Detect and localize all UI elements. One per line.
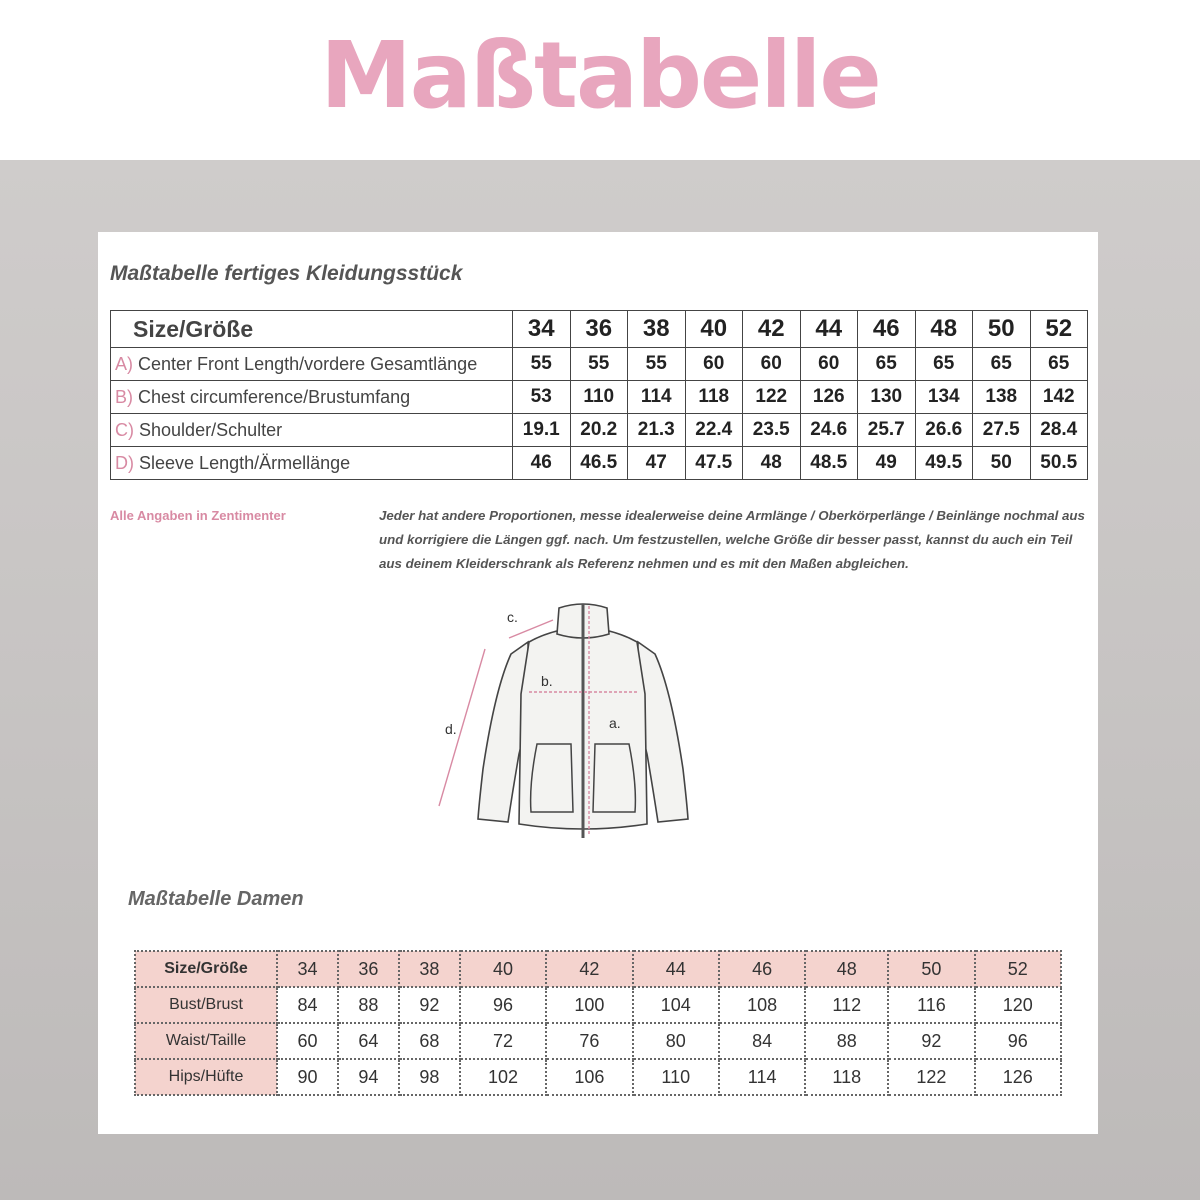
value-cell: 94: [338, 1059, 399, 1095]
value-cell: 138: [973, 381, 1031, 414]
value-cell: 116: [888, 987, 974, 1023]
row-letter: D): [115, 452, 134, 473]
value-cell: 84: [277, 987, 338, 1023]
row-label: Bust/Brust: [135, 987, 277, 1023]
value-cell: 114: [628, 381, 686, 414]
value-cell: 130: [858, 381, 916, 414]
table-row: [135, 1059, 1061, 1095]
row-label: [111, 447, 513, 480]
label-d: d.: [445, 721, 457, 737]
value-cell: 23.5: [743, 414, 801, 447]
size-label: Size/Größe: [135, 951, 277, 987]
value-cell: 48.5: [800, 447, 858, 480]
value-cell: 126: [800, 381, 858, 414]
value-cell: 64: [338, 1023, 399, 1059]
units-note: Alle Angaben in Zentimenter: [110, 508, 286, 523]
size-cell: 36: [570, 311, 628, 348]
size-cell: 42: [546, 951, 632, 987]
label-b: b.: [541, 673, 553, 689]
size-cell: 48: [915, 311, 973, 348]
value-cell: 134: [915, 381, 973, 414]
garment-table-heading: Maßtabelle fertiges Kleidungsstück: [110, 262, 463, 285]
row-letter: A): [115, 353, 133, 374]
value-cell: 65: [1030, 348, 1088, 381]
value-cell: 108: [719, 987, 805, 1023]
value-cell: 104: [633, 987, 719, 1023]
table-row: [111, 348, 1088, 381]
value-cell: 120: [975, 987, 1061, 1023]
value-cell: 55: [570, 348, 628, 381]
row-label: [111, 414, 513, 447]
row-label: [111, 348, 513, 381]
value-cell: 65: [973, 348, 1031, 381]
table-header-row: [135, 951, 1061, 987]
table-row: [135, 1023, 1061, 1059]
value-cell: 72: [460, 1023, 546, 1059]
value-cell: 27.5: [973, 414, 1031, 447]
size-cell: 48: [805, 951, 888, 987]
value-cell: 126: [975, 1059, 1061, 1095]
value-cell: 118: [805, 1059, 888, 1095]
value-cell: 106: [546, 1059, 632, 1095]
value-cell: 55: [628, 348, 686, 381]
value-cell: 28.4: [1030, 414, 1088, 447]
value-cell: 47.5: [685, 447, 743, 480]
value-cell: 100: [546, 987, 632, 1023]
value-cell: 50.5: [1030, 447, 1088, 480]
size-cell: 38: [399, 951, 460, 987]
value-cell: 84: [719, 1023, 805, 1059]
size-cell: 46: [719, 951, 805, 987]
value-cell: 49.5: [915, 447, 973, 480]
size-cell: 40: [460, 951, 546, 987]
value-cell: 21.3: [628, 414, 686, 447]
table-row: [111, 381, 1088, 414]
value-cell: 60: [743, 348, 801, 381]
value-cell: 122: [888, 1059, 974, 1095]
value-cell: 88: [805, 1023, 888, 1059]
row-letter: B): [115, 386, 133, 407]
proportions-note: Jeder hat andere Proportionen, messe idealerweise deine Armlänge / Oberkörperlänge / Beinlänge nochmal aus und korrigiere die Längen ggf. nach. Um festzustellen, welche Größe dir besser passt, kannst du auch ein Teil aus deinem Kleiderschrank als Referenz nehmen und es mit den Maßen abgleichen.: [379, 508, 1085, 571]
row-letter: C): [115, 419, 134, 440]
jacket-diagram: [433, 594, 733, 854]
label-c: c.: [507, 609, 518, 625]
value-cell: 48: [743, 447, 801, 480]
value-cell: 24.6: [800, 414, 858, 447]
women-size-table: [134, 950, 1062, 1096]
garment-size-table: [110, 310, 1088, 480]
table-row: [111, 447, 1088, 480]
value-cell: 110: [633, 1059, 719, 1095]
value-cell: 88: [338, 987, 399, 1023]
size-cell: 34: [513, 311, 571, 348]
row-label: Hips/Hüfte: [135, 1059, 277, 1095]
row-label-text: Center Front Length/vordere Gesamtlänge: [138, 353, 478, 374]
size-cell: 42: [743, 311, 801, 348]
size-cell: 50: [973, 311, 1031, 348]
size-cell: 44: [633, 951, 719, 987]
value-cell: 53: [513, 381, 571, 414]
value-cell: 110: [570, 381, 628, 414]
value-cell: 25.7: [858, 414, 916, 447]
table-header-row: [111, 311, 1088, 348]
row-label-text: Sleeve Length/Ärmellänge: [139, 452, 351, 473]
row-label: [111, 381, 513, 414]
value-cell: 92: [888, 1023, 974, 1059]
value-cell: 26.6: [915, 414, 973, 447]
value-cell: 46: [513, 447, 571, 480]
row-label: Waist/Taille: [135, 1023, 277, 1059]
value-cell: 98: [399, 1059, 460, 1095]
size-label: Size/Größe: [111, 311, 513, 348]
value-cell: 22.4: [685, 414, 743, 447]
value-cell: 80: [633, 1023, 719, 1059]
table-row: [111, 414, 1088, 447]
size-cell: 36: [338, 951, 399, 987]
row-label-text: Chest circumference/Brustumfang: [138, 386, 411, 407]
row-label-text: Shoulder/Schulter: [139, 419, 283, 440]
value-cell: 65: [915, 348, 973, 381]
size-cell: 50: [888, 951, 974, 987]
value-cell: 50: [973, 447, 1031, 480]
value-cell: 122: [743, 381, 801, 414]
value-cell: 49: [858, 447, 916, 480]
value-cell: 142: [1030, 381, 1088, 414]
women-table-heading: Maßtabelle Damen: [128, 888, 304, 910]
value-cell: 114: [719, 1059, 805, 1095]
value-cell: 47: [628, 447, 686, 480]
value-cell: 60: [685, 348, 743, 381]
value-cell: 96: [460, 987, 546, 1023]
value-cell: 20.2: [570, 414, 628, 447]
size-cell: 44: [800, 311, 858, 348]
value-cell: 112: [805, 987, 888, 1023]
value-cell: 65: [858, 348, 916, 381]
value-cell: 102: [460, 1059, 546, 1095]
size-cell: 52: [1030, 311, 1088, 348]
value-cell: 60: [800, 348, 858, 381]
table-row: [135, 987, 1061, 1023]
size-cell: 34: [277, 951, 338, 987]
size-cell: 38: [628, 311, 686, 348]
page-title: Maßtabelle: [320, 22, 880, 129]
value-cell: 55: [513, 348, 571, 381]
value-cell: 19.1: [513, 414, 571, 447]
value-cell: 96: [975, 1023, 1061, 1059]
size-cell: 46: [858, 311, 916, 348]
value-cell: 76: [546, 1023, 632, 1059]
value-cell: 46.5: [570, 447, 628, 480]
size-cell: 40: [685, 311, 743, 348]
value-cell: 90: [277, 1059, 338, 1095]
value-cell: 92: [399, 987, 460, 1023]
value-cell: 118: [685, 381, 743, 414]
value-cell: 68: [399, 1023, 460, 1059]
value-cell: 60: [277, 1023, 338, 1059]
size-chart-card: [98, 232, 1098, 1134]
label-a: a.: [609, 715, 621, 731]
size-cell: 52: [975, 951, 1061, 987]
